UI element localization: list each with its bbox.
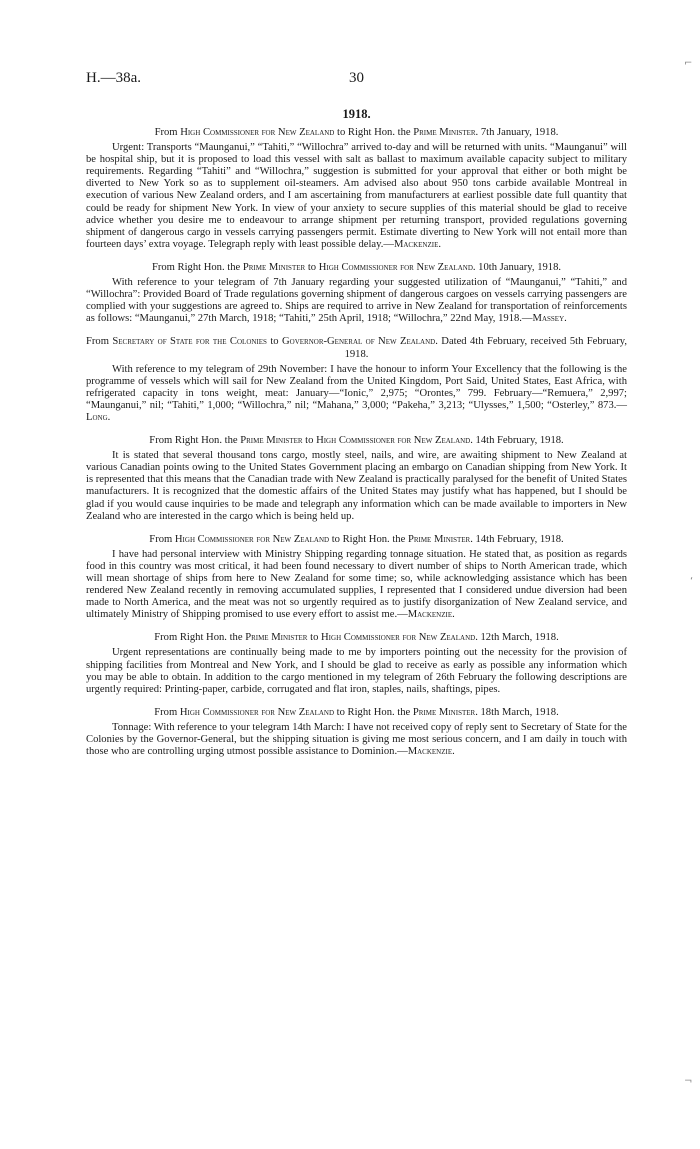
margin-mark-top: ⌐ [684,58,693,69]
telegram-body: With reference to my telegram of 29th November: I have the honour to inform Your Excellency that the following is the programme of vessels which will sail for New Zealand from the United Kingdom, Port Said, United States, East Africa, with refrigerated capacity in tons weight, meat: January—“Ionic,” 2,975; “Orontes,” 799. February—“Remuera,” 2,997; “Maunganui,” nil; “Tahiti,” 1,000; “Willochra,” nil; “Mahana,” 3,000; “Pakeha,” 3,213; “Ulysses,” 1,500; “Osterley,” 873.—Long. [86,363,627,423]
telegram-heading: From Right Hon. the Prime Minister to High Commissioner for New Zealand. 12th March, 1918. [154,632,559,644]
telegram-body: Urgent representations are continually being made to me by importers pointing out the necessity for the provision of shipping facilities from Montreal and New York, and I should be glad to receive as early as possible any information which you may be able to obtain. In addition to the cargo mentioned in my telegram of 26th February the following descriptions are urgently required: Printing-paper, carbide, corrugated and flat iron, staples, nails, shaftings, pipes. [86,647,627,695]
paper-reference: H.—38a. [86,70,141,86]
telegram-entry [86,336,627,424]
telegram-signature: Mackenzie. [393,238,442,250]
telegram-heading: From Secretary of State for the Colonies to Governor-General of New Zealand. Dated 4th February, received 5th February, 1918. [86,336,627,360]
telegram-heading: From High Commissioner for New Zealand to Right Hon. the Prime Minister. 7th January, 1918. [154,127,559,138]
year-heading: 1918. [342,107,371,121]
telegram-heading: From High Commissioner for New Zealand to Right Hon. the Prime Minister. 18th March, 1918. [154,706,559,718]
telegram-body: It is stated that several thousand tons cargo, mostly steel, nails, and wire, are awaiting shipment to New Zealand at various Canadian points owing to the United States Government placing an embargo on Canadian shipping from New York. It is represented that this means that the Canadian trade with New Zealand is practically paralysed for the benefit of United States manufacturers. It is recognized that the domestic affairs of the United States may justify what has happened, but I should be glad if you would cause inquiries to be made and telegraph any information which can be made available to importers in New Zealand who are interested in the cargo which is being held up. [86,450,627,522]
telegram-entry [86,632,627,695]
telegram-body: I have had personal interview with Ministry Shipping regarding tonnage situation. He stated that, as position as regards food in this country was most critical, it had been found necessary to divert number of ships to North American trade, which will mean shortage of ships from here to New Zealand for some time; so, while acknowledging assistance which has been rendered New Zealand recently in removing accumulated supplies, I represented that I considered undue diversion had been made to North America, and the meat was not so urgently required as to justify disorganization of New Zealand service, and ultimately Ministry of Shipping promised to use every effort to assist me.—Mackenzie. [86,548,627,621]
telegram-list [86,127,627,769]
telegram-heading: From Right Hon. the Prime Minister to High Commissioner for New Zealand. 10th January, 1918. [151,261,562,273]
telegram-signature: Mackenzie. [407,746,455,758]
telegram-body: Tonnage: With reference to your telegram 14th March: I have not received copy of reply sent to Secretary of State for the Colonies by the Governor-General, but the shipping situation is giving me most serious concern, and I am daily in touch with those who are controlling urging utmost possible assistance to Dominion.—Mackenzie. [86,721,627,758]
page-header [86,70,627,90]
telegram-signature: Long. [86,411,111,423]
telegram-entry [86,534,627,622]
telegram-entry [86,262,627,325]
telegram-entry [86,127,627,251]
telegram-heading: From High Commissioner for New Zealand to Right Hon. the Prime Minister. 14th February, 1918. [149,533,564,545]
telegram-signature: Mackenzie. [407,609,455,621]
telegram-body: Urgent: Transports “Maunganui,” “Tahiti,” “Willochra” arrived to-day and will be returned with units. “Maunganui” will be hospital ship, but it is proposed to load this vessel with salt as ballast to maximum available capacity subject to military requirements. Regarding “Tahiti” and “Willochra,” suggestion is submitted for your approval that either or both might be diverted to New York so as to supplement oil-steamers. Am advised also about 950 tons carbide available Montreal in execution of various New Zealand orders, and I am ascertaining from manufacturers at earliest possible date full quantity that could be ready for shipment New York. In view of your anxiety to secure supplies of this material should be glad to receive advice whether you desire me to endeavour to arrange shipment per returning transport, provided regulations governing shipment of dangerous cargo in vessels carrying passengers permit. Estimate diverting to New York will not entail more than fourteen days’ extra voyage. Telegraph reply with least possible delay.—Mackenzie. [86,142,627,250]
telegram-heading: From Right Hon. the Prime Minister to High Commissioner for New Zealand. 14th February, 1918. [149,435,564,447]
telegram-signature: Massey. [532,313,567,325]
margin-mark-middle: ‘ [690,576,694,587]
margin-mark-bottom: ¬ [684,1076,693,1087]
telegram-body: With reference to your telegram of 7th January regarding your suggested utilization of “Maunganui,” “Tahiti,” and “Willochra”: Provided Board of Trade regulations governing shipment of dangerous cargoes on vessels carrying passengers are complied with your suggestions are agreed to. Ships are required to arrive in New Zealand for transportation of reinforcements as follows: “Maunganui,” 27th March, 1918; “Tahiti,” 25th April, 1918; “Willochra,” 22nd May, 1918.—Massey. [86,277,627,325]
telegram-entry [86,435,627,523]
telegram-entry [86,707,627,758]
page-number: 30 [349,70,364,86]
